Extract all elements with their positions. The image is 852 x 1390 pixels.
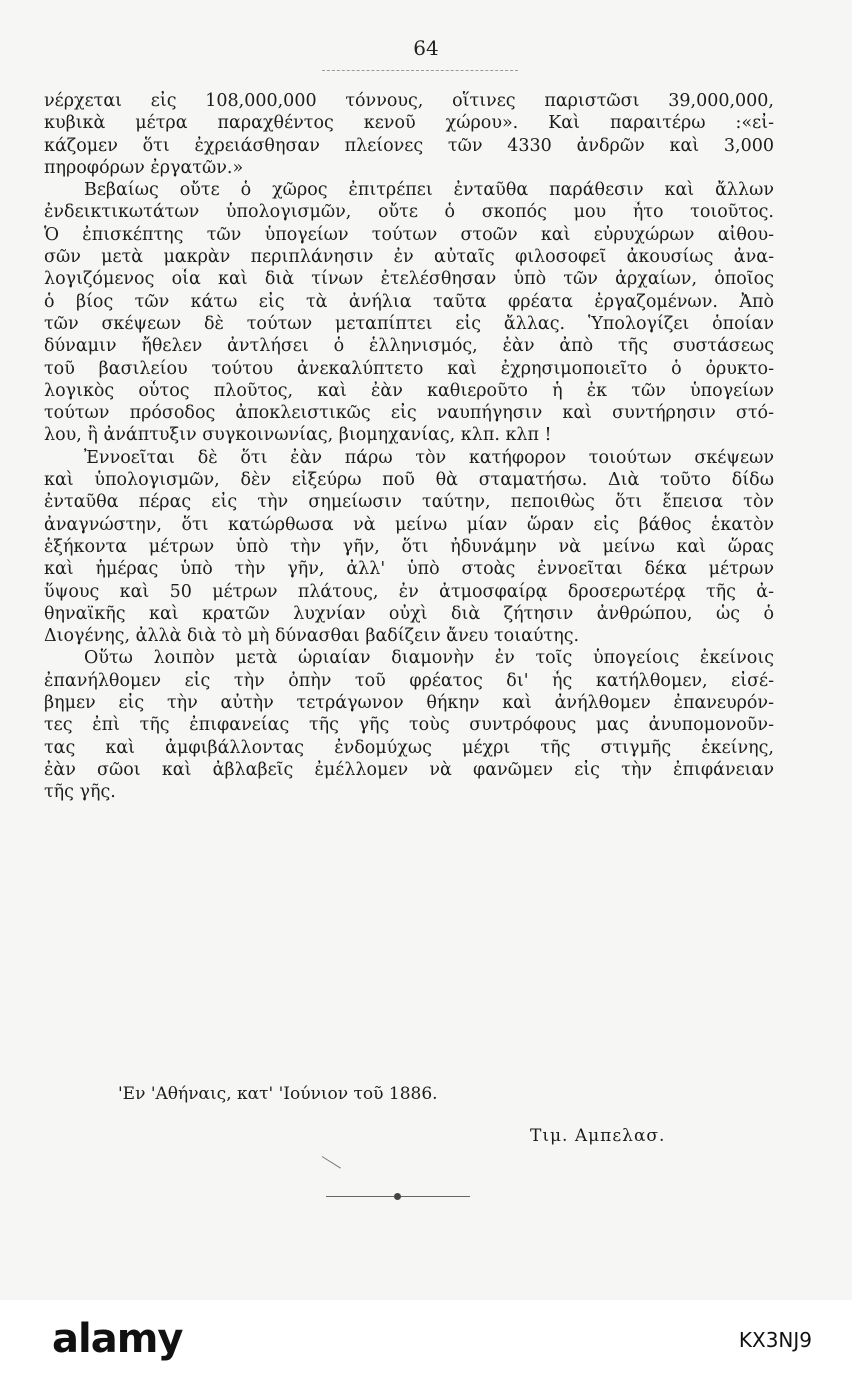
dateline: 'Εν 'Αθήναις, κατ' 'Ιούνιον τοῦ 1886. [118,1084,438,1104]
header-rule [322,70,518,71]
text-line: ἐνταῦθα πέρας εἰς τὴν σημείωσιν ταύτην, πεποιθὼς ὅτι ἔπεισα τὸν [44,492,774,513]
text-line: κυβικὰ μέτρα παραχθέντος κενοῦ χώρου». Καὶ παραιτέρω :«εἰ- [44,113,774,134]
text-line: πηροφόρων ἐργατῶν.» [44,157,244,178]
text-line: ἑξήκοντα μέτρων ὑπὸ τὴν γῆν, ὅτι ἠδυνάμην νὰ μείνω καὶ ὥρας [44,536,774,557]
text-line: τῶν σκέψεων δὲ τούτων μεταπίπτει εἰς ἄλλας. Ὑπολογίζει ὁποίαν [44,313,774,334]
ornament-dot [394,1193,401,1200]
text-line: Διογένης, ἀλλὰ διὰ τὸ μὴ δύνασθαι βαδίζειν ἄνευ τοιαύτης. [44,626,580,647]
text-line: τοῦ βασιλείου τούτου ἀνεκαλύπτετο καὶ ἐχρησιμοποιεῖτο ὁ ὀρυκτο- [44,358,774,379]
text-line: νέρχεται εἰς 108,000,000 τόννους, οἵτινες παριστῶσι 39,000,000, [44,91,774,111]
text-line: ἀναγνώστην, ὅτι κατώρθωσα νὰ μείνω μίαν ὥραν εἰς βάθος ἑκατὸν [44,514,774,535]
text-line: θηναϊκῆς καὶ κρατῶν λυχνίαν οὐχὶ διὰ ζήτησιν ἀνθρώπου, ὡς ὁ [44,603,774,624]
text-line: βημεν εἰς τὴν αὐτὴν τετράγωνον θήκην καὶ ἀνήλθομεν ἐπανευρόν- [44,693,774,714]
text-line: ἐὰν σῶοι καὶ ἀβλαβεῖς ἐμέλλομεν νὰ φανῶμεν εἰς τὴν ἐπιφάνειαν [44,759,774,780]
stray-mark [322,1156,341,1169]
text-line: δύναμιν ἤθελεν ἀντλήσει ὁ ἑλληνισμός, ἐὰν ἀπὸ τῆς συστάσεως [44,336,774,357]
end-ornament [326,1190,470,1202]
text-line: σῶν μετὰ μακρὰν περιπλάνησιν ἐν αὐταῖς φιλοσοφεῖ ἀκουσίως ἀνα- [44,247,774,268]
author-signature: Τιμ. Αμπελασ. [530,1126,666,1146]
text-line: Ἐννοεῖται δὲ ὅτι ἐὰν πάρω τὸν κατήφορον τοιούτων σκέψεων [84,447,774,468]
body-text [44,90,774,804]
text-line: τούτων πρόσοδος ἀποκλειστικῶς εἰς ναυπήγησιν καὶ συντήρησιν στό- [44,403,774,424]
text-line: Βεβαίως οὔτε ὁ χῶρος ἐπιτρέπει ἐνταῦθα παράθεσιν καὶ ἄλλων [84,180,774,201]
text-line: ἐνδεικτικωτάτων ὑπολογισμῶν, οὔτε ὁ σκοπός μου ἦτο τοιοῦτος. [44,202,774,223]
text-line: ἐπανήλθομεν εἰς τὴν ὀπὴν τοῦ φρέατος δι' ἧς κατήλθομεν, εἰσέ- [44,670,774,691]
page-number: 64 [413,36,439,60]
text-line: Οὕτω λοιπὸν μετὰ ὡριαίαν διαμονὴν ἐν τοῖς ὑπογείοις ἐκείνοις [84,648,774,669]
text-line: τῆς γῆς. [44,782,116,803]
text-line: Ὁ ἐπισκέπτης τῶν ὑπογείων τούτων στοῶν καὶ εὐρυχώρων αἰθου- [44,224,774,245]
text-line: καὶ ἡμέρας ὑπὸ τὴν γῆν, ἀλλ' ὑπὸ στοὰς ἐννοεῖται δέκα μέτρων [44,559,774,580]
text-line: κάζομεν ὅτι ἐχρειάσθησαν πλείονες τῶν 4330 ἀνδρῶν καὶ 3,000 [44,135,774,156]
stock-image-id: KX3NJ9 [738,1328,812,1352]
text-line: ὕψους καὶ 50 μέτρων πλάτους, ἐν ἀτμοσφαίρᾳ δροσερωτέρᾳ τῆς ἀ- [44,581,774,602]
text-line: λογιζόμενος οἷα καὶ διὰ τίνων ἐτελέσθησαν ὑπὸ τῶν ἀρχαίων, ὁποῖος [44,269,774,290]
text-line: λου, ἢ ἀνάπτυξιν συγκοινωνίας, βιομηχανίας, κλπ. κλπ ! [44,425,552,446]
text-line: τας καὶ ἀμφιβάλλοντας ἐνδομύχως μέχρι τῆς στιγμῆς ἐκείνης, [44,737,774,758]
stock-logo: alamy [52,1316,183,1362]
text-line: τες ἐπὶ τῆς ἐπιφανείας τῆς γῆς τοὺς συντρόφους μας ἀνυπομονοῦν- [44,715,774,736]
text-line: ὁ βίος τῶν κάτω εἰς τὰ ἀνήλια ταῦτα φρέατα ἐργαζομένων. Ἀπὸ [44,291,774,312]
text-line: λογικὸς οὗτος πλοῦτος, καὶ ἐὰν καθιεροῦτο ἡ ἐκ τῶν ὑπογείων [44,380,774,401]
text-line: καὶ ὑπολογισμῶν, δὲν εἰξεύρω ποῦ θὰ σταματήσω. Διὰ τοῦτο δίδω [44,470,774,491]
